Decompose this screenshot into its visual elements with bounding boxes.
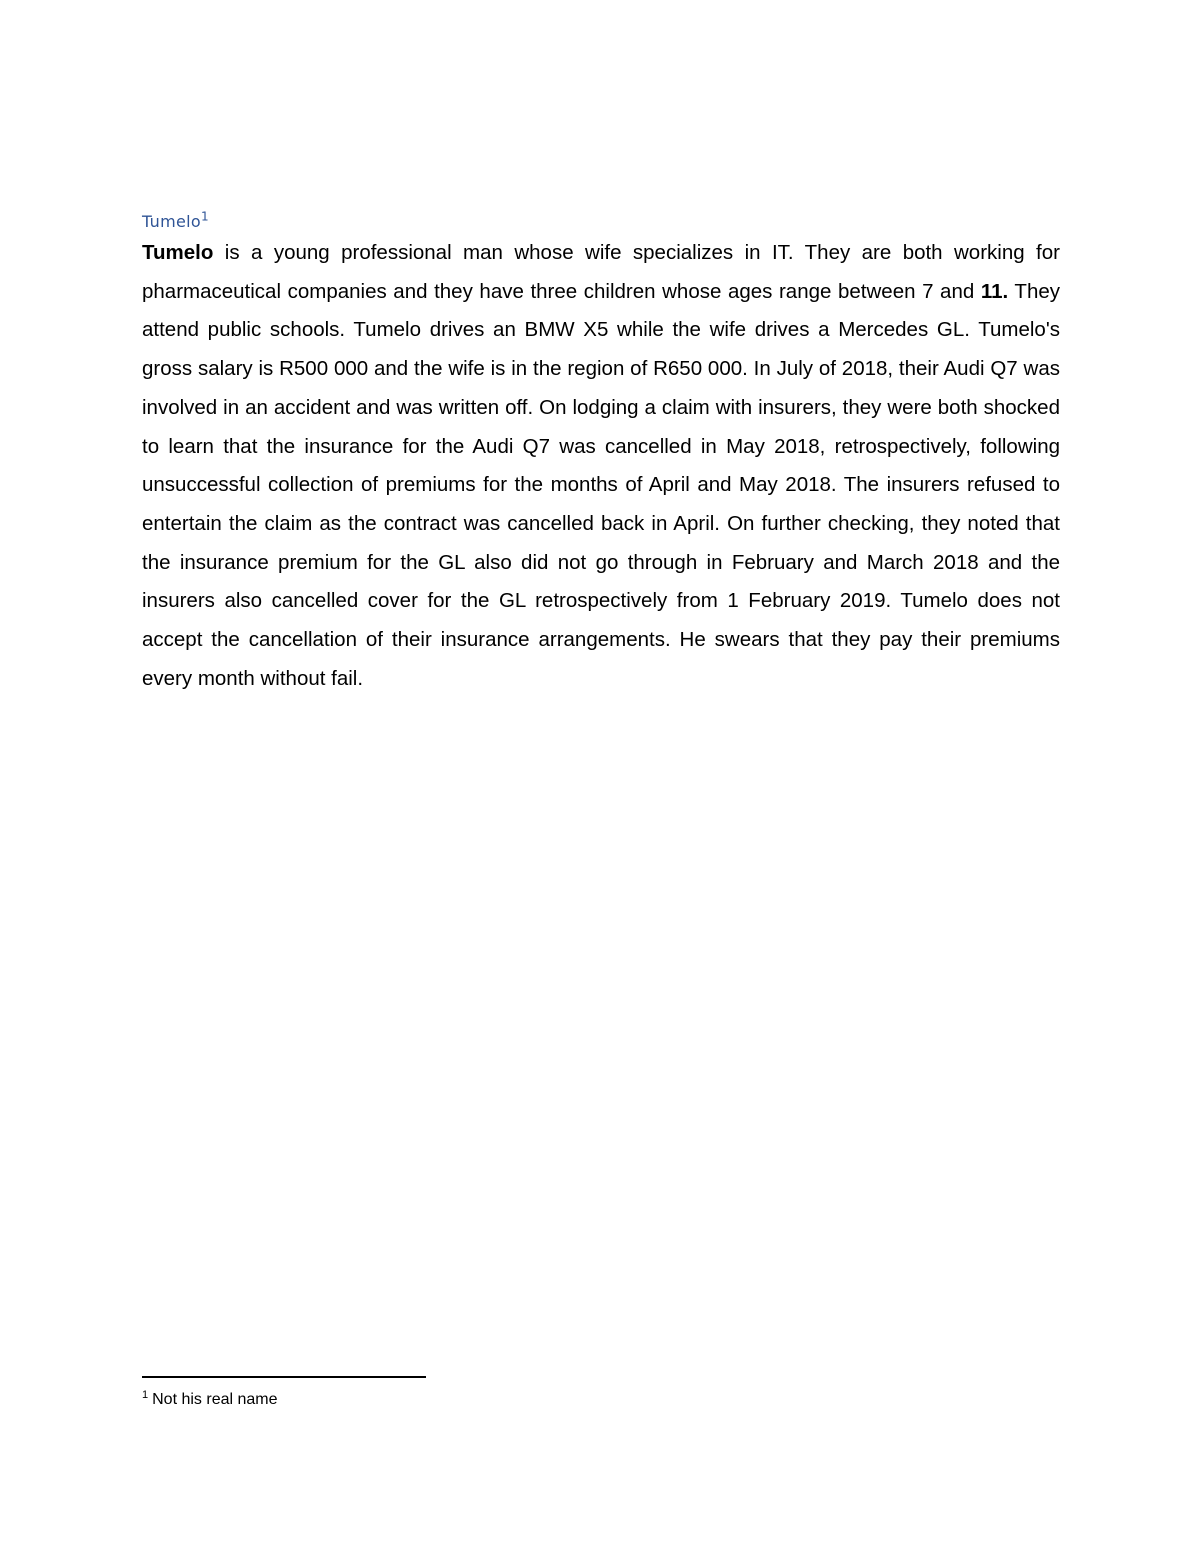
heading-text: Tumelo xyxy=(142,212,201,231)
footnote-number: 1 xyxy=(142,1388,149,1401)
paragraph-text-age: 11. xyxy=(980,279,1009,303)
body-paragraph xyxy=(142,234,1060,698)
heading-footnote-ref: 1 xyxy=(200,209,209,224)
paragraph-lead-name: Tumelo xyxy=(142,241,214,264)
footnote-separator xyxy=(142,1376,426,1378)
paragraph-text-part-1: is a young professional man whose wife specializes in IT. They are both working for pharmaceutical companies and they have three children whose ages range between 7 and xyxy=(142,241,1060,303)
footnote-text: Not his real name xyxy=(152,1391,278,1408)
paragraph-text-part-2: They attend public schools. Tumelo drives an BMW X5 while the wife drives a Mercedes GL. Tumelo's gross salary is R500 000 and the wife is in the region of R650 000. In July of 2018, their Audi Q7 was involved in an accident and was written off. On lodging a claim with insurers, they were both shocked to learn that the insurance for the Audi Q7 was cancelled in May 2018, retrospectively, following unsuccessful collection of premiums for the months of April and May 2018. The insurers refused to entertain the claim as the contract was cancelled back in April. On further checking, they noted that the insurance premium for the GL also did not go through in February and March 2018 and the insurers also cancelled cover for the GL retrospectively from 1 February 2019. Tumelo does not accept the cancellation of their insurance arrangements. He swears that they pay their premiums every month without fail. xyxy=(142,279,1061,690)
footnote xyxy=(142,1390,278,1410)
document-heading xyxy=(142,209,209,231)
